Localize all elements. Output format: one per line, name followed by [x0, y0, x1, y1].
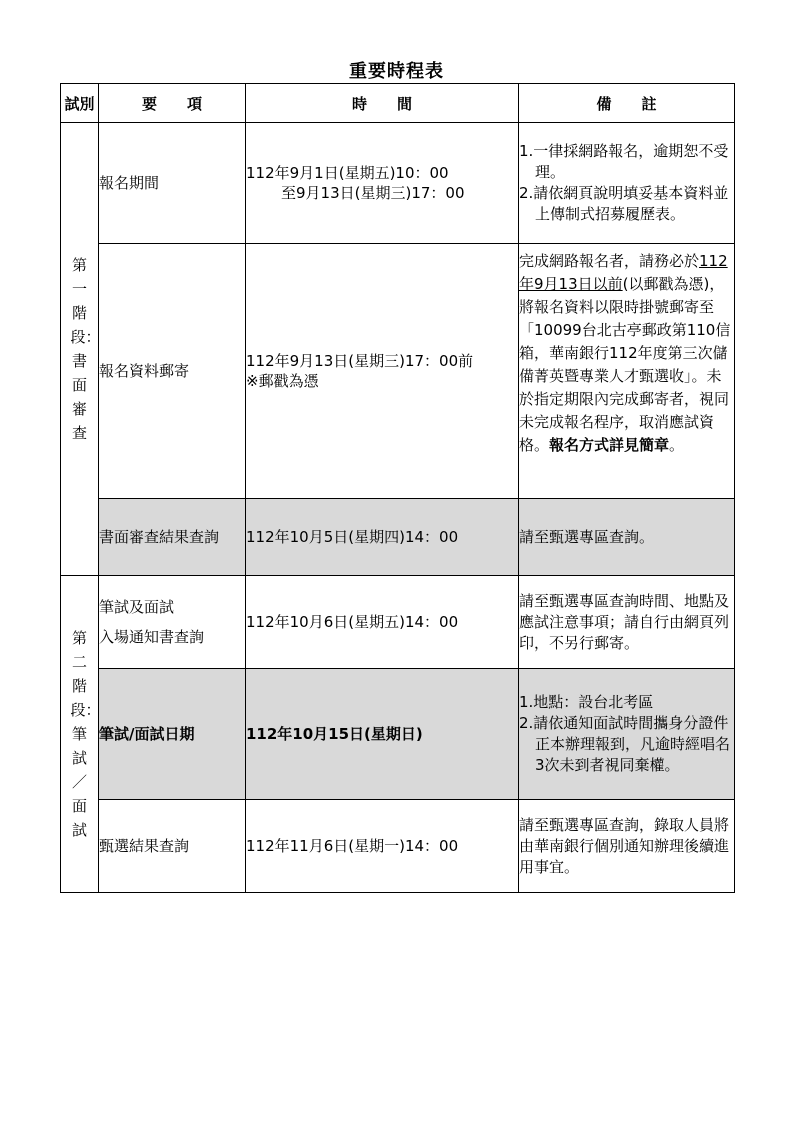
note-text: (以郵戳為憑)，將報名資料以限時掛號郵寄至「10099台北古亭郵政第110信箱，華南銀行112年度第三次儲備菁英暨專業人才甄選收」。未於指定期限內完成郵寄者，視同未完成報名程序，取消應試資格。	[519, 275, 731, 454]
time-line: 112年9月13日(星期三)17：00前	[246, 352, 474, 370]
item-cell: 書面審查結果查詢	[99, 499, 246, 576]
item-cell: 筆試/面試日期	[99, 669, 246, 800]
phase-1-label: 第一階段：書面審查	[70, 256, 101, 442]
item-cell: 報名期間	[99, 123, 246, 244]
note-cell: 請至甄選專區查詢。	[519, 499, 735, 576]
note-line: 1.地點：設台北考區	[519, 693, 654, 711]
header-phase: 試別	[61, 84, 99, 123]
time-cell	[246, 123, 519, 244]
item-cell: 報名資料郵寄	[99, 244, 246, 499]
phase-2-label: 第二階段：筆試／面試	[70, 629, 101, 839]
phase-2-cell	[61, 576, 99, 893]
page-title: 重要時程表	[349, 61, 444, 82]
schedule-table	[60, 83, 735, 893]
time-line: 112年9月1日(星期五)10：00	[246, 164, 449, 182]
table-row	[61, 800, 735, 893]
header-row	[61, 84, 735, 123]
note-line: 1.一律採網路報名，逾期恕不受理。	[519, 142, 729, 181]
note-deadline: 112年9月13日以前	[519, 252, 728, 293]
note-line: 2.請依網頁說明填妥基本資料並上傳制式招募履歷表。	[519, 184, 729, 223]
time-line: 至9月13日(星期三)17：00	[281, 184, 465, 202]
item-cell: 甄選結果查詢	[99, 800, 246, 893]
header-time: 時 間	[246, 84, 519, 123]
note-text: 完成網路報名者，請務必於	[519, 252, 700, 270]
time-cell: 112年10月5日(星期四)14：00	[246, 499, 519, 576]
time-cell: 112年11月6日(星期一)14：00	[246, 800, 519, 893]
header-item: 要 項	[99, 84, 246, 123]
time-cell	[246, 244, 519, 499]
time-line: ※郵戳為憑	[246, 372, 319, 390]
table-row	[61, 244, 735, 499]
note-emphasis: 報名方式詳見簡章	[549, 436, 670, 454]
time-cell: 112年10月15日(星期日)	[246, 669, 519, 800]
item-line: 筆試及面試	[99, 598, 175, 616]
note-cell	[519, 123, 735, 244]
item-cell	[99, 576, 246, 669]
time-cell: 112年10月6日(星期五)14：00	[246, 576, 519, 669]
header-note: 備 註	[519, 84, 735, 123]
phase-1-cell	[61, 123, 99, 576]
note-cell: 請至甄選專區查詢時間、地點及應試注意事項；請自行由網頁列印，不另行郵寄。	[519, 576, 735, 669]
note-cell	[519, 244, 735, 499]
note-cell: 請至甄選專區查詢，錄取人員將由華南銀行個別通知辦理後續進用事宜。	[519, 800, 735, 893]
table-row	[61, 576, 735, 669]
table-row	[61, 499, 735, 576]
table-row	[61, 669, 735, 800]
note-text: 。	[669, 436, 685, 454]
note-cell	[519, 669, 735, 800]
item-line: 入場通知書查詢	[99, 628, 205, 646]
note-line: 2.請依通知面試時間攜身分證件正本辦理報到，凡逾時經唱名3次未到者視同棄權。	[519, 714, 731, 774]
table-row	[61, 123, 735, 244]
